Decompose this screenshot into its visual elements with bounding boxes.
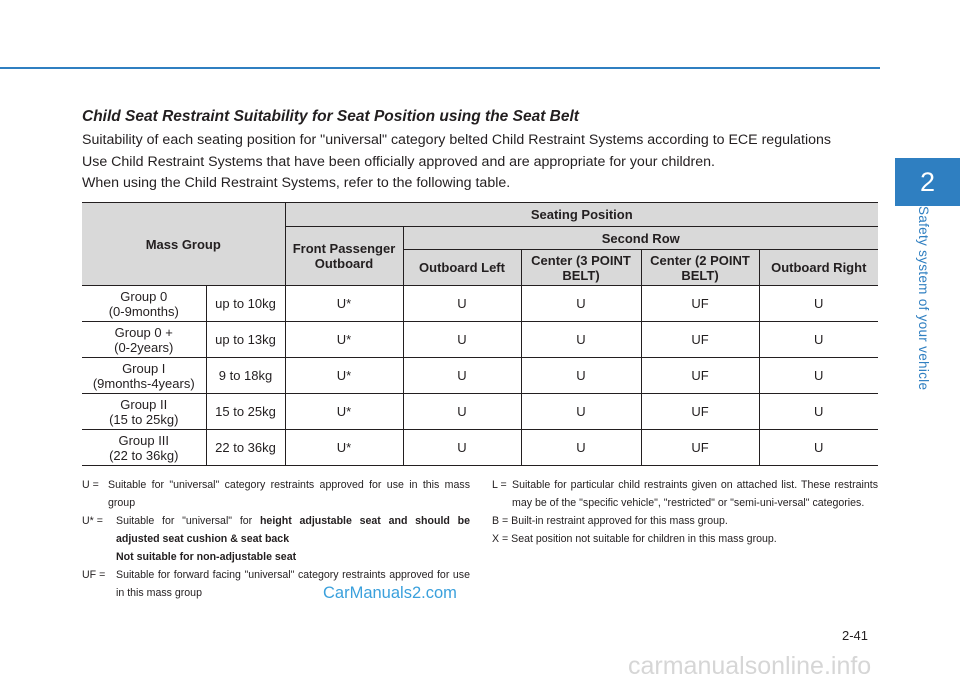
center-3pt-cell: U [521,322,641,358]
outboard-right-cell: U [759,394,878,430]
mass-group-header: Mass Group [82,203,285,286]
intro-line-3: When using the Child Restraint Systems, refer to the following table. [82,175,511,191]
outboard-left-cell: U [403,358,521,394]
group-name: Group II [120,396,168,412]
page-heading: Child Seat Restraint Suitability for Seat Position using the Seat Belt [82,108,579,125]
mass-group-cell [82,430,206,466]
group-name: Group III [118,432,170,448]
outboard-right-cell: U [759,358,878,394]
center-3pt-cell: U [521,358,641,394]
note-text-plain: Suitable for "universal" for [116,515,253,527]
center-3pt-cell: U [521,286,641,322]
weight-cell: up to 10kg [206,286,285,322]
front-cell: U* [285,286,403,322]
second-row-header: Second Row [403,227,878,250]
outboard-right-cell: U [759,430,878,466]
center-2pt-header: Center (2 POINT BELT) [641,250,759,286]
outboard-right-cell: U [759,286,878,322]
outboard-left-cell: U [403,394,521,430]
note-key: U* = [82,515,103,527]
table-row [82,286,878,322]
note-key: L = [492,479,507,491]
weight-cell: 9 to 18kg [206,358,285,394]
mass-group-cell [82,286,206,322]
notes-right [492,476,878,548]
group-name: Group 0 [120,288,168,304]
center-2pt-cell: UF [641,394,759,430]
outboard-right-header: Outboard Right [759,250,878,286]
group-range: (15 to 25kg) [109,411,179,427]
watermark-link[interactable]: CarManuals2.com [323,584,457,602]
note-l [492,476,878,512]
note-text: Suitable for forward facing "universal" category restraints approved for use in this mass group [116,569,470,599]
group-range: (22 to 36kg) [109,447,179,463]
outboard-left-cell: U [403,322,521,358]
center-2pt-cell: UF [641,430,759,466]
mass-group-cell [82,358,206,394]
center-2pt-cell: UF [641,358,759,394]
front-cell: U* [285,322,403,358]
center-2pt-cell: UF [641,322,759,358]
intro-line-2: Use Child Restraint Systems that have been officially approved and are appropriate for your children. [82,154,715,170]
note-text: Suitable for "universal" category restraints approved for use in this mass group [108,479,470,509]
table-row [82,394,878,430]
suitability-table [82,202,878,466]
group-name: Group 0 + [114,324,173,340]
front-cell: U* [285,358,403,394]
center-2pt-cell: UF [641,286,759,322]
note-b: B = Built-in restraint approved for this mass group. [492,515,728,527]
weight-cell: 22 to 36kg [206,430,285,466]
mass-group-cell [82,394,206,430]
group-range: (9months-4years) [92,375,195,391]
center-3pt-header: Center (3 POINT BELT) [521,250,641,286]
weight-cell: up to 13kg [206,322,285,358]
outboard-left-cell: U [403,286,521,322]
section-title: Safety system of your vehicle [916,206,931,391]
note-key: UF = [82,569,106,581]
table-row [82,322,878,358]
intro-line-1: Suitability of each seating position for "universal" category belted Child Restraint Systems according to ECE regulations [82,132,831,148]
mass-group-cell [82,322,206,358]
table-row [82,430,878,466]
top-rule [0,67,880,69]
outboard-left-header: Outboard Left [403,250,521,286]
note-key: U = [82,479,99,491]
note-u [82,476,470,512]
note-text [116,512,470,566]
front-cell: U* [285,394,403,430]
table-row [82,358,878,394]
center-3pt-cell: U [521,430,641,466]
note-text-bold: Not suitable for non-adjustable seat [116,551,297,563]
outboard-right-cell: U [759,322,878,358]
group-name: Group I [122,360,166,376]
seating-position-header: Seating Position [285,203,878,227]
outboard-left-cell: U [403,430,521,466]
note-ustar [82,512,470,566]
page-number: 2-41 [842,628,869,643]
note-x: X = Seat position not suitable for children in this mass group. [492,533,777,545]
front-passenger-header: Front Passenger Outboard [285,227,403,286]
center-3pt-cell: U [521,394,641,430]
section-number-tab: 2 [895,158,960,206]
front-cell: U* [285,430,403,466]
footer-watermark: carmanualsonline.info [628,652,872,680]
group-range: (0-9months) [108,303,179,319]
weight-cell: 15 to 25kg [206,394,285,430]
group-range: (0-2years) [114,339,174,355]
note-text: Suitable for particular child restraints given on attached list. These restraints may be of the "specific vehicle", "restricted" or "semi-uni-versal" categories. [512,479,878,509]
note-text-bold: height adjustable seat and should be adjusted seat cushion & seat back [116,515,470,545]
